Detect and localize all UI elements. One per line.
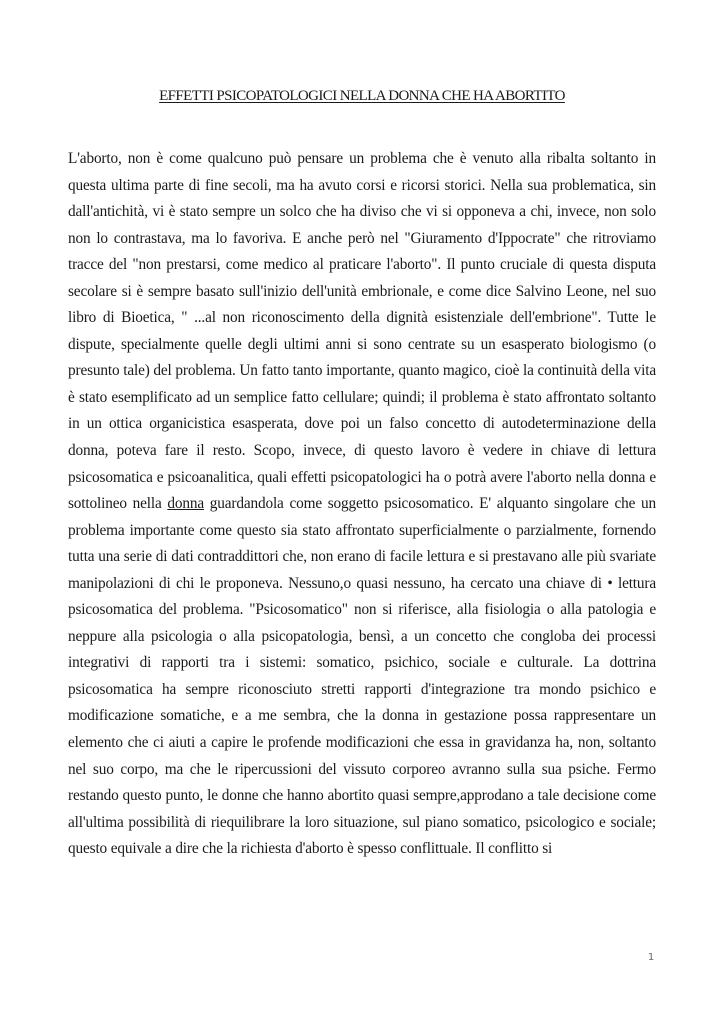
document-title: EFFETTI PSICOPATOLOGICI NELLA DONNA CHE HA ABORTITO — [159, 88, 565, 104]
page-number: 1 — [647, 952, 655, 963]
paragraph-text-start: L'aborto, non è come qualcuno può pensare un problema che è venuto alla ribalta soltanto in questa ultima parte di fine secoli, ma ha avuto corsi e ricorsi storici. Nella sua problematica, sin dall'antichità, vi è stato sempre un solco che ha diviso che vi si opponeva a chi, invece, non solo non lo contrastava, ma lo favoriva. E anche però nel "Giuramento d'Ippocrate" che ritroviamo tracce del "non prestarsi, come medico al praticare l'aborto". Il punto cruciale di questa disputa secolare si è sempre basato sull'inizio dell'unità embrionale, e come dice Salvino Leone, nel suo libro di Bioetica, " ...al non riconoscimento della dignità esistenziale dell'embrione". Tutte le dispute, specialmente quelle degli ultimi anni si sono centrate su un esasperato biologismo (o presunto tale) del problema. Un fatto tanto importante, quanto magico, cioè la continuità della vita è stato esemplificato ad un semplice fatto cellulare; quindi; il problema è stato affrontato soltanto in un ottica organicistica esasperata, dove poi un falso concetto di autodeterminazione della donna, poteva fare il resto. Scopo, invece, di questo lavoro è vedere in chiave di lettura psicosomatica e psicoanalitica, quali effetti psicopatologici ha o potrà avere l'aborto nella donna e sottolineo nella — [68, 150, 656, 513]
body-paragraph — [68, 146, 656, 863]
underlined-word: donna — [167, 495, 204, 513]
paragraph-text-end: guardandola come soggetto psicosomatico. E' alquanto singolare che un problema importante come questo sia stato affrontato superficialmente o parzialmente, fornendo tutta una serie di dati contraddittori che, non erano di facile lettura e si prestavano alle più svariate manipolazioni di chi le proponeva. Nessuno,o quasi nessuno, ha cercato una chiave di • lettura psicosomatica del problema. "Psicosomatico" non si riferisce, alla fisiologia o alla patologia e neppure alla psicologia o alla psicopatologia, bensì, a un concetto che congloba dei processi integrativi di rapporti tra i sistemi: somatico, psichico, sociale e culturale. La dottrina psicosomatica ha sempre riconosciuto stretti rapporti d'integrazione tra mondo psichico e modificazione somatiche, e a me sembra, che la donna in gestazione possa rappresentare un elemento che ci aiuti a capire le profende modificazioni che essa in gravidanza ha, non, soltanto nel suo corpo, ma che le ripercussioni del vissuto corporeo avranno sulla sua psiche. Fermo restando questo punto, le donne che hanno abortito quasi sempre,approdano a tale decisione come all'ultima possibilità di riequilibrare la loro situazione, sul piano somatico, psicologico e sociale; questo equivale a dire che la richiesta d'aborto è spesso conflittuale. Il conflitto si — [68, 495, 656, 858]
